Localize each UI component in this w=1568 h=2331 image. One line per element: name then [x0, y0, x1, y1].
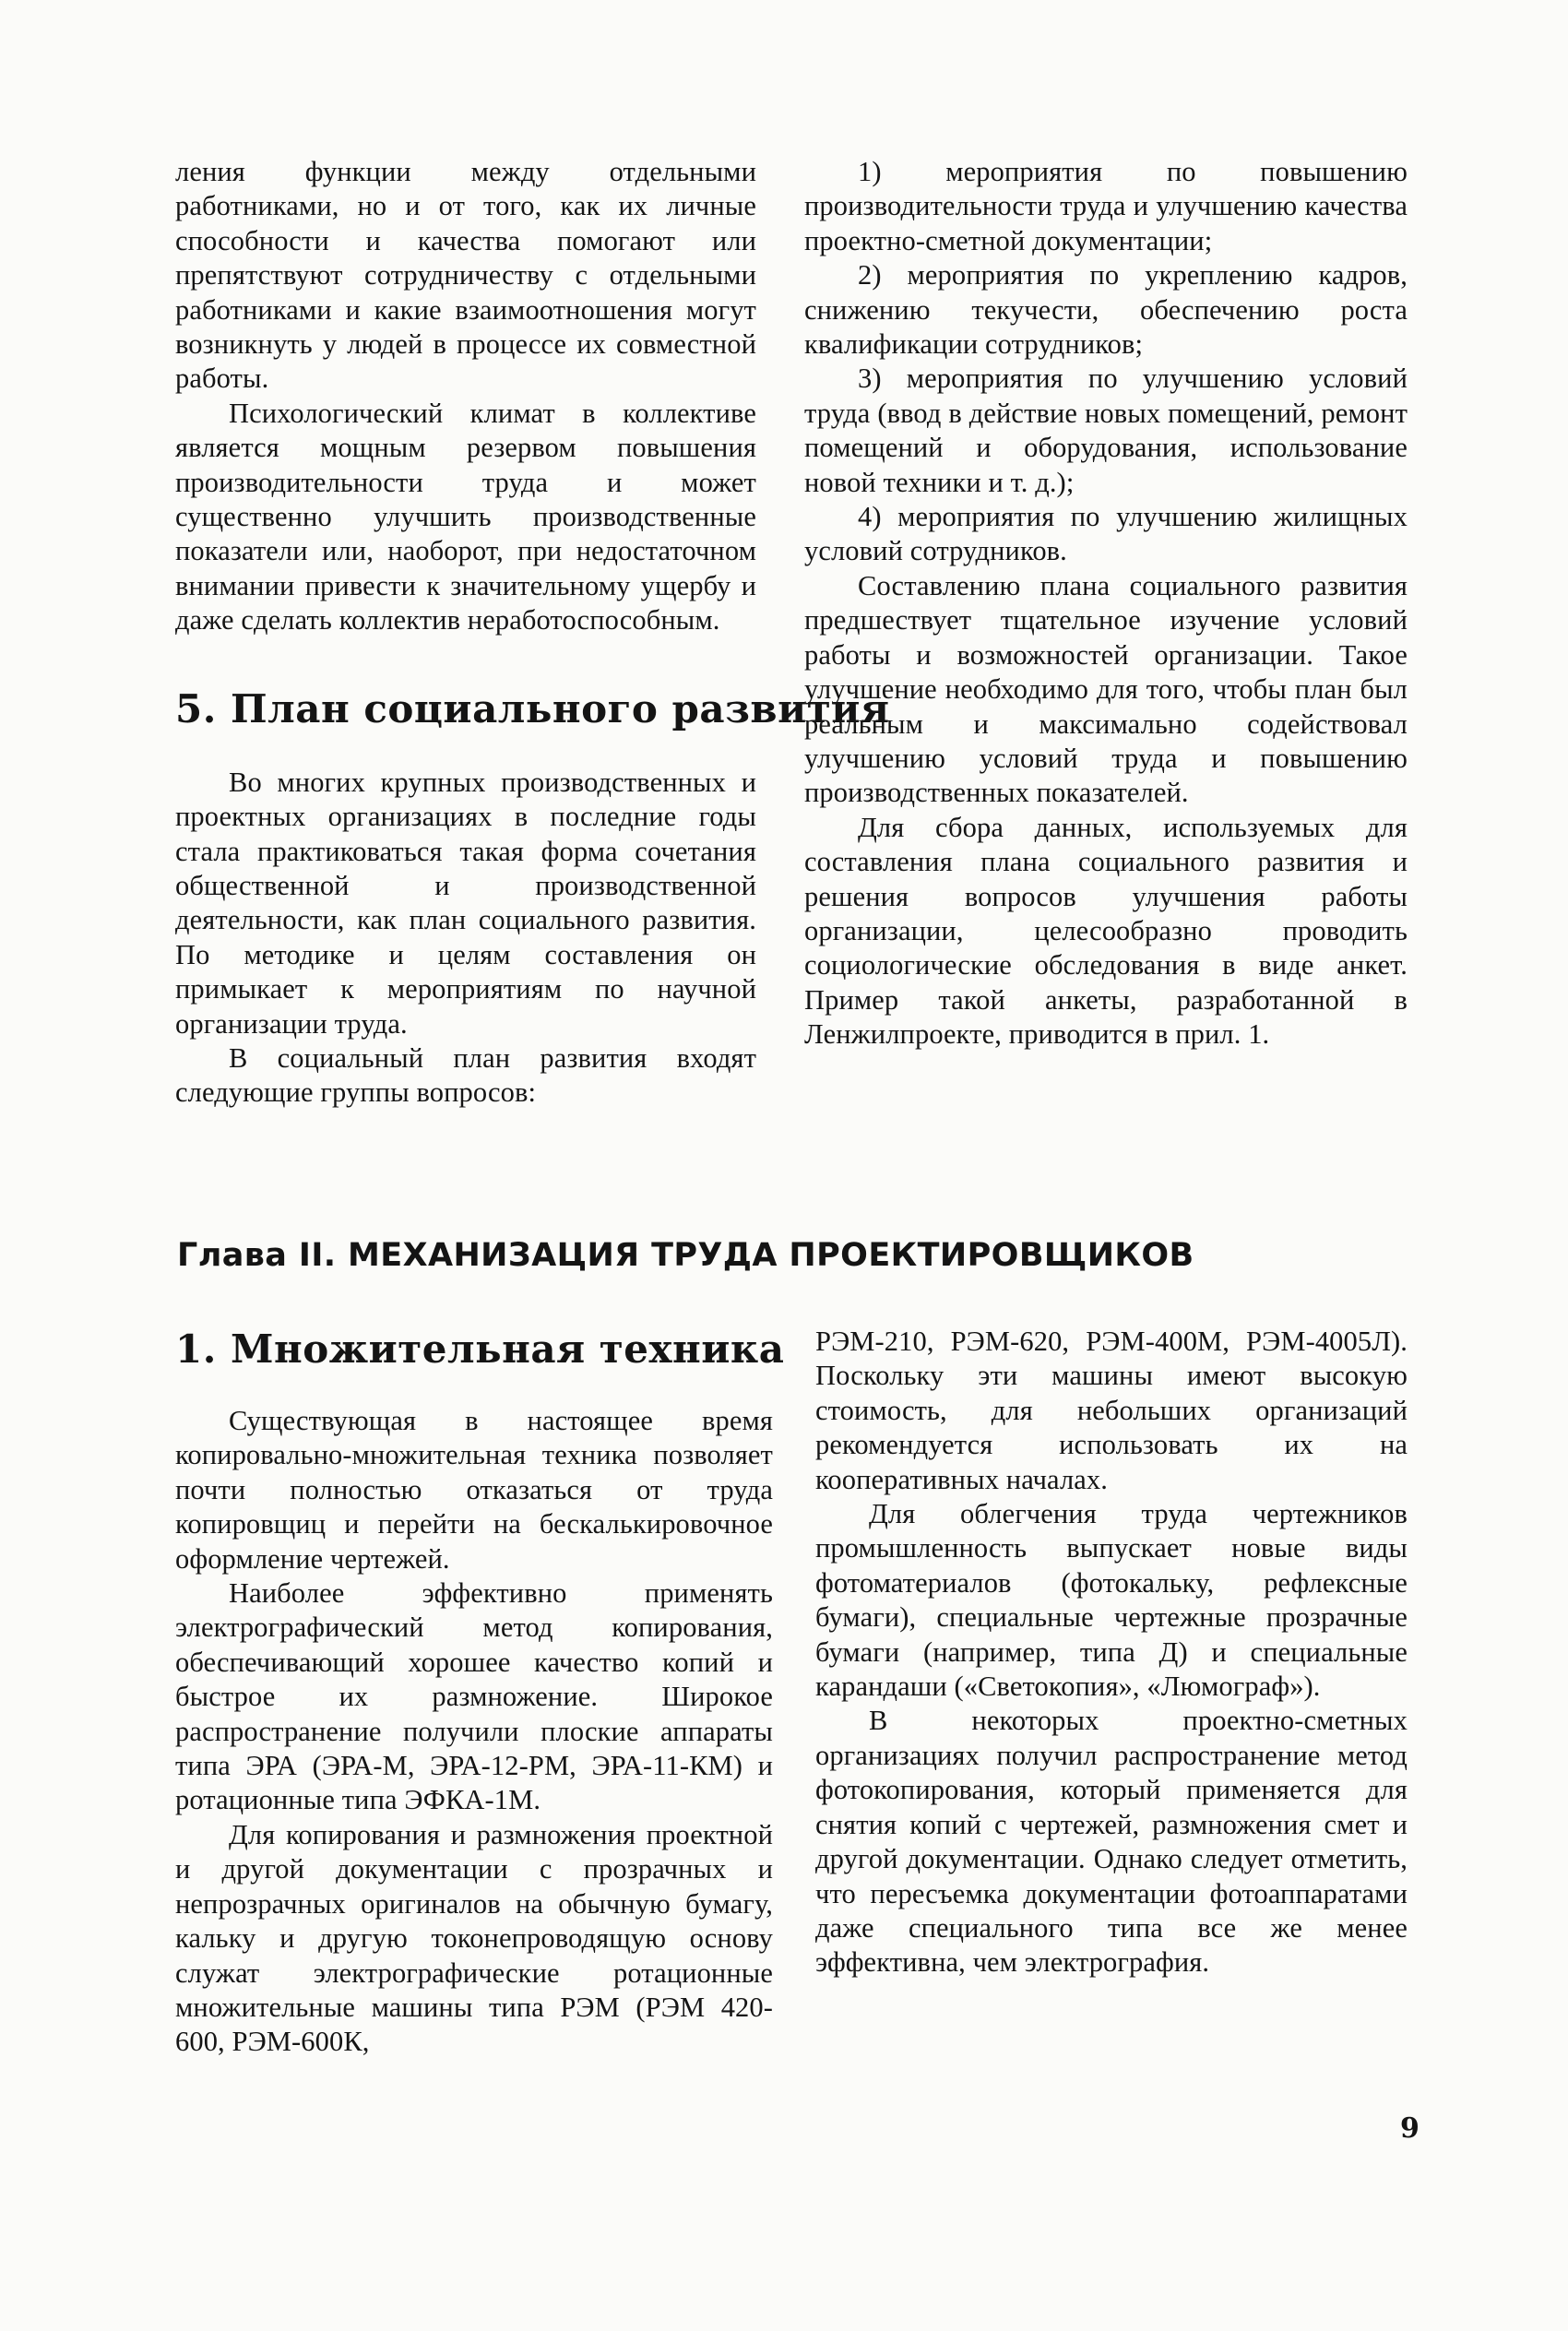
top-left-column [175, 155, 890, 1111]
page-number: 9 [1400, 2112, 1420, 2145]
paragraph: Психологический климат в коллективе является мощным резервом повышения производительности труда и может существенно улучшить производственные показатели или, наоборот, при недостаточном внимании привести к значительному ущербу и даже сделать коллектив неработоспособным. [175, 397, 756, 636]
list-item: 2) мероприятия по укреплению кадров, снижению текучести, обеспечению роста квалификации сотрудников; [804, 259, 1408, 361]
paragraph: Для копирования и размножения проектной и другой документации с прозрачных и непрозрачных оригиналов на обычную бумагу, кальку и другую токонепроводящую основу служат электрографические ротационные множительные машины типа РЭМ (РЭМ 420-600, РЭМ-600К, [175, 1818, 773, 2058]
chapter-title: Глава II. МЕХАНИЗАЦИЯ ТРУДА ПРОЕКТИРОВЩИКОВ [177, 1237, 1194, 1274]
paragraph: В социальный план развития входят следующие группы вопросов: [175, 1041, 756, 1109]
top-right-column [804, 155, 1408, 1053]
paragraph: Для сбора данных, используемых для составления плана социального развития и решения вопросов улучшения работы организации, целесообразно проводить социологические обследования в виде анкет. Пример такой анкеты, разработанной в Ленжилпроекте, приводится в прил. 1. [804, 811, 1408, 1051]
paragraph: В некоторых проектно-сметных организациях получил распространение метод фотокопирования, который применяется для снятия копий с чертежей, размножения смет и другой документации. Однако следует отметить, что пересъемка документации фотоаппаратами даже специального типа все же менее эффективна, чем электрография. [815, 1705, 1408, 1979]
paragraph: Во многих крупных производственных и проектных организациях в последние годы стала практиковаться такая форма сочетания общественной и производственной деятельности, как план социального развития. По методике и целям составления он примыкает к мероприятиям по научной организации труда. [175, 766, 756, 1040]
paragraph: РЭМ-210, РЭМ-620, РЭМ-400М, РЭМ-4005Л). Поскольку эти машины имеют высокую стоимость, для небольших организаций рекомендуется использовать их на кооперативных началах. [815, 1326, 1408, 1495]
bottom-left-column [175, 1326, 785, 2060]
section-heading: 5. План социального развития [175, 685, 890, 731]
paragraph: ления функции между отдельными работниками, но и от того, как их личные способности и качества помогают или препятствуют сотрудничеству с отдельными работниками и какие взаимоотношения могут возникнуть у людей в процессе их совместной работы. [175, 156, 756, 395]
bottom-right-column [815, 1325, 1408, 1980]
list-item: 4) мероприятия по улучшению жилищных условий сотрудников. [804, 501, 1408, 567]
list-item: 1) мероприятия по повышению производительности труда и улучшению качества проектно-сметной документации; [804, 156, 1408, 256]
paragraph: Составлению плана социального развития предшествует тщательное изучение условий работы и возможностей организации. Такое улучшение необходимо для того, чтобы план был реальным и максимально содействовал улучшению условий труда и повышению производственных показателей. [804, 569, 1408, 809]
paragraph: Существующая в настоящее время копировально-множительная техника позволяет почти полностью отказаться от труда копировщиц и перейти на бескалькировочное оформление чертежей. [175, 1405, 773, 1575]
paragraph: Наиболее эффективно применять электрографический метод копирования, обеспечивающий хорошее качество копий и быстрое их размножение. Широкое распространение получили плоские аппараты типа ЭРА (ЭРА-М, ЭРА-12-РМ, ЭРА-11-КМ) и ротационные типа ЭФКА-1М. [175, 1577, 773, 1816]
list-item: 3) мероприятия по улучшению условий труда (ввод в действие новых помещений, ремонт помещений и оборудования, использование новой техники и т. д.); [804, 363, 1408, 498]
paragraph: Для облегчения труда чертежников промышленность выпускает новые виды фотоматериалов (фотокальку, рефлексные бумаги), специальные чертежные прозрачные бумаги (например, типа Д) и специальные карандаши («Светокопия», «Люмограф»). [815, 1498, 1408, 1703]
section-heading: 1. Множительная техника [175, 1326, 785, 1372]
